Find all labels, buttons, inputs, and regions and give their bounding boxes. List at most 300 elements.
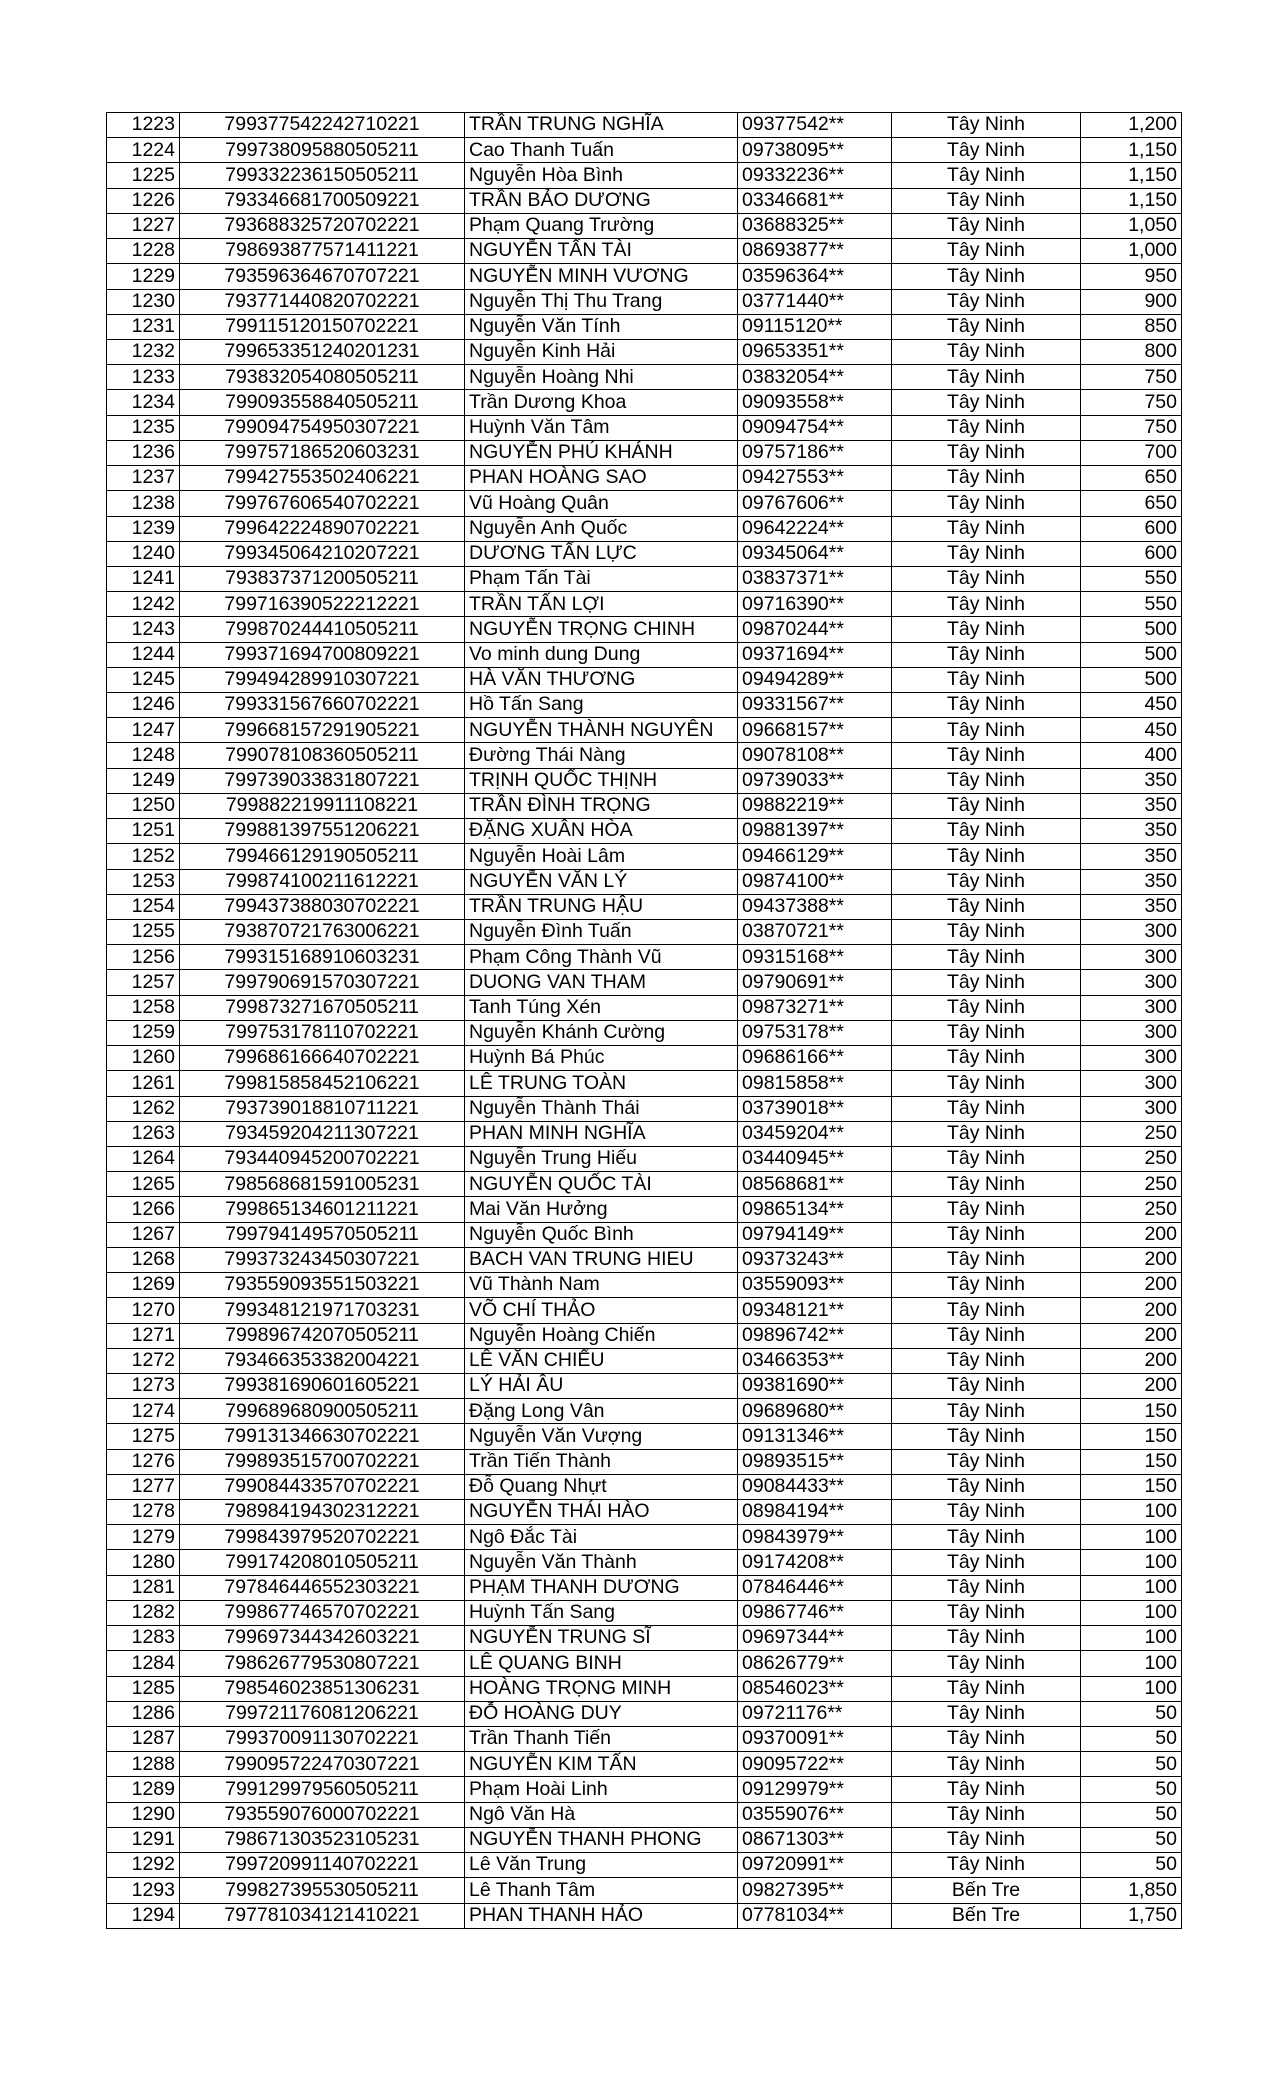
transaction-code-cell: 799827395530505211: [180, 1878, 465, 1903]
phone-number-cell: 09882219**: [738, 793, 892, 818]
phone-number-cell: 03346681**: [738, 188, 892, 213]
amount-cell: 50: [1081, 1802, 1182, 1827]
amount-cell: 1,750: [1081, 1903, 1182, 1928]
recipient-name-cell: HÀ VĂN THƯƠNG: [465, 667, 738, 692]
row-index-cell: 1291: [107, 1827, 180, 1852]
phone-number-cell: 09757186**: [738, 440, 892, 465]
row-index-cell: 1258: [107, 995, 180, 1020]
province-cell: Tây Ninh: [892, 113, 1081, 138]
phone-number-cell: 09381690**: [738, 1373, 892, 1398]
province-cell: Tây Ninh: [892, 1121, 1081, 1146]
phone-number-cell: 09815858**: [738, 1071, 892, 1096]
transaction-code-cell: 799494289910307221: [180, 667, 465, 692]
recipient-name-cell: Huỳnh Văn Tâm: [465, 415, 738, 440]
recipient-name-cell: Nguyễn Thành Thái: [465, 1096, 738, 1121]
transaction-code-cell: 799867746570702221: [180, 1600, 465, 1625]
table-row: [107, 1626, 1182, 1651]
transaction-code-cell: 793559076000702221: [180, 1802, 465, 1827]
row-index-cell: 1274: [107, 1399, 180, 1424]
row-index-cell: 1238: [107, 491, 180, 516]
recipient-name-cell: Nguyễn Trung Hiếu: [465, 1146, 738, 1171]
phone-number-cell: 09115120**: [738, 314, 892, 339]
row-index-cell: 1292: [107, 1853, 180, 1878]
amount-cell: 1,150: [1081, 163, 1182, 188]
table-row: [107, 1575, 1182, 1600]
province-cell: Tây Ninh: [892, 1247, 1081, 1272]
row-index-cell: 1269: [107, 1273, 180, 1298]
recipient-name-cell: NGUYỄN TRUNG SĨ: [465, 1626, 738, 1651]
province-cell: Tây Ninh: [892, 1197, 1081, 1222]
table-row: [107, 1500, 1182, 1525]
row-index-cell: 1242: [107, 592, 180, 617]
amount-cell: 350: [1081, 819, 1182, 844]
amount-cell: 250: [1081, 1197, 1182, 1222]
table-row: [107, 1222, 1182, 1247]
transaction-code-cell: 799753178110702221: [180, 1020, 465, 1045]
table-row: [107, 1071, 1182, 1096]
amount-cell: 100: [1081, 1651, 1182, 1676]
row-index-cell: 1279: [107, 1525, 180, 1550]
transaction-code-cell: 799642224890702221: [180, 516, 465, 541]
table-row: [107, 1373, 1182, 1398]
phone-number-cell: 08984194**: [738, 1500, 892, 1525]
phone-number-cell: 03440945**: [738, 1146, 892, 1171]
phone-number-cell: 09427553**: [738, 466, 892, 491]
amount-cell: 200: [1081, 1373, 1182, 1398]
table-row: [107, 1348, 1182, 1373]
row-index-cell: 1272: [107, 1348, 180, 1373]
province-cell: Tây Ninh: [892, 1146, 1081, 1171]
recipient-name-cell: Nguyễn Quốc Bình: [465, 1222, 738, 1247]
transaction-code-cell: 799739033831807221: [180, 768, 465, 793]
phone-number-cell: 09870244**: [738, 617, 892, 642]
row-index-cell: 1255: [107, 920, 180, 945]
transaction-code-cell: 798546023851306231: [180, 1676, 465, 1701]
transaction-code-cell: 799427553502406221: [180, 466, 465, 491]
province-cell: Tây Ninh: [892, 1424, 1081, 1449]
province-cell: Tây Ninh: [892, 1323, 1081, 1348]
recipient-name-cell: TRẦN TRUNG HẬU: [465, 894, 738, 919]
province-cell: Tây Ninh: [892, 718, 1081, 743]
row-index-cell: 1246: [107, 693, 180, 718]
province-cell: Bến Tre: [892, 1878, 1081, 1903]
province-cell: Tây Ninh: [892, 793, 1081, 818]
recipient-name-cell: Nguyễn Hoài Lâm: [465, 844, 738, 869]
recipient-name-cell: NGUYỄN TRỌNG CHINH: [465, 617, 738, 642]
amount-cell: 200: [1081, 1247, 1182, 1272]
province-cell: Tây Ninh: [892, 1525, 1081, 1550]
province-cell: Tây Ninh: [892, 995, 1081, 1020]
transaction-code-cell: 799874100211612221: [180, 869, 465, 894]
recipient-name-cell: NGUYỄN THÀNH NGUYÊN: [465, 718, 738, 743]
recipient-name-cell: PHAN MINH NGHĨA: [465, 1121, 738, 1146]
province-cell: Tây Ninh: [892, 1449, 1081, 1474]
table-row: [107, 188, 1182, 213]
recipient-name-cell: LÊ VĂN CHIỂU: [465, 1348, 738, 1373]
amount-cell: 300: [1081, 1020, 1182, 1045]
amount-cell: 800: [1081, 339, 1182, 364]
table-row: [107, 718, 1182, 743]
province-cell: Tây Ninh: [892, 1701, 1081, 1726]
row-index-cell: 1237: [107, 466, 180, 491]
amount-cell: 150: [1081, 1449, 1182, 1474]
recipient-name-cell: NGUYỄN PHÚ KHÁNH: [465, 440, 738, 465]
transaction-code-cell: 799767606540702221: [180, 491, 465, 516]
amount-cell: 350: [1081, 844, 1182, 869]
transaction-code-cell: 799668157291905221: [180, 718, 465, 743]
transaction-code-cell: 799865134601211221: [180, 1197, 465, 1222]
province-cell: Tây Ninh: [892, 1827, 1081, 1852]
transaction-code-cell: 799381690601605221: [180, 1373, 465, 1398]
amount-cell: 900: [1081, 289, 1182, 314]
amount-cell: 350: [1081, 869, 1182, 894]
province-cell: Tây Ninh: [892, 1727, 1081, 1752]
amount-cell: 50: [1081, 1853, 1182, 1878]
recipient-name-cell: NGUYỄN TẤN TÀI: [465, 239, 738, 264]
row-index-cell: 1229: [107, 264, 180, 289]
province-cell: Tây Ninh: [892, 768, 1081, 793]
table-row: [107, 1197, 1182, 1222]
recipient-name-cell: Nguyễn Hòa Bình: [465, 163, 738, 188]
row-index-cell: 1249: [107, 768, 180, 793]
row-index-cell: 1259: [107, 1020, 180, 1045]
phone-number-cell: 03832054**: [738, 365, 892, 390]
amount-cell: 550: [1081, 592, 1182, 617]
amount-cell: 200: [1081, 1273, 1182, 1298]
recipient-name-cell: ĐẶNG XUÂN HÒA: [465, 819, 738, 844]
phone-number-cell: 03559093**: [738, 1273, 892, 1298]
table-row: [107, 844, 1182, 869]
table-row: [107, 768, 1182, 793]
province-cell: Tây Ninh: [892, 1550, 1081, 1575]
transaction-code-cell: 799720991140702221: [180, 1853, 465, 1878]
table-row: [107, 970, 1182, 995]
table-row: [107, 995, 1182, 1020]
table-row: [107, 945, 1182, 970]
row-index-cell: 1273: [107, 1373, 180, 1398]
transaction-code-cell: 799094754950307221: [180, 415, 465, 440]
recipient-name-cell: DUONG VAN THAM: [465, 970, 738, 995]
table-row: [107, 491, 1182, 516]
table-row: [107, 1701, 1182, 1726]
recipient-name-cell: LÊ TRUNG TOÀN: [465, 1071, 738, 1096]
row-index-cell: 1240: [107, 541, 180, 566]
phone-number-cell: 08626779**: [738, 1651, 892, 1676]
recipient-name-cell: Tanh Túng Xén: [465, 995, 738, 1020]
amount-cell: 650: [1081, 466, 1182, 491]
phone-number-cell: 09131346**: [738, 1424, 892, 1449]
row-index-cell: 1262: [107, 1096, 180, 1121]
province-cell: Tây Ninh: [892, 1626, 1081, 1651]
province-cell: Tây Ninh: [892, 339, 1081, 364]
recipient-name-cell: TRẦN BẢO DƯƠNG: [465, 188, 738, 213]
amount-cell: 250: [1081, 1121, 1182, 1146]
phone-number-cell: 03870721**: [738, 920, 892, 945]
amount-cell: 650: [1081, 491, 1182, 516]
row-index-cell: 1294: [107, 1903, 180, 1928]
row-index-cell: 1265: [107, 1172, 180, 1197]
amount-cell: 550: [1081, 566, 1182, 591]
province-cell: Tây Ninh: [892, 970, 1081, 995]
table-row: [107, 466, 1182, 491]
recipient-name-cell: Nguyễn Thị Thu Trang: [465, 289, 738, 314]
transaction-code-cell: 798568681591005231: [180, 1172, 465, 1197]
transaction-code-cell: 793771440820702221: [180, 289, 465, 314]
transaction-code-cell: 799371694700809221: [180, 642, 465, 667]
transaction-code-cell: 799716390522212221: [180, 592, 465, 617]
transaction-code-cell: 799738095880505211: [180, 138, 465, 163]
table-row: [107, 793, 1182, 818]
transaction-code-cell: 799466129190505211: [180, 844, 465, 869]
transaction-code-cell: 799345064210207221: [180, 541, 465, 566]
amount-cell: 1,850: [1081, 1878, 1182, 1903]
amount-cell: 350: [1081, 894, 1182, 919]
recipient-name-cell: LÝ HẢI ÂU: [465, 1373, 738, 1398]
table-row: [107, 819, 1182, 844]
recipient-name-cell: Mai Văn Hưởng: [465, 1197, 738, 1222]
row-index-cell: 1248: [107, 743, 180, 768]
phone-number-cell: 09315168**: [738, 945, 892, 970]
province-cell: Tây Ninh: [892, 642, 1081, 667]
table-row: [107, 239, 1182, 264]
table-row: [107, 869, 1182, 894]
recipient-name-cell: Nguyễn Văn Tính: [465, 314, 738, 339]
table-row: [107, 1777, 1182, 1802]
transaction-code-cell: 799721176081206221: [180, 1701, 465, 1726]
province-cell: Tây Ninh: [892, 945, 1081, 970]
phone-number-cell: 03771440**: [738, 289, 892, 314]
phone-number-cell: 07781034**: [738, 1903, 892, 1928]
amount-cell: 100: [1081, 1600, 1182, 1625]
transaction-code-cell: 798626779530807221: [180, 1651, 465, 1676]
phone-number-cell: 09865134**: [738, 1197, 892, 1222]
row-index-cell: 1236: [107, 440, 180, 465]
table-row: [107, 592, 1182, 617]
province-cell: Tây Ninh: [892, 1399, 1081, 1424]
transaction-code-cell: 799095722470307221: [180, 1752, 465, 1777]
amount-cell: 50: [1081, 1752, 1182, 1777]
table-row: [107, 1827, 1182, 1852]
phone-number-cell: 09697344**: [738, 1626, 892, 1651]
phone-number-cell: 09084433**: [738, 1474, 892, 1499]
row-index-cell: 1263: [107, 1121, 180, 1146]
phone-number-cell: 09721176**: [738, 1701, 892, 1726]
recipient-name-cell: Đặng Long Vân: [465, 1399, 738, 1424]
row-index-cell: 1287: [107, 1727, 180, 1752]
province-cell: Tây Ninh: [892, 667, 1081, 692]
table-row: [107, 541, 1182, 566]
amount-cell: 50: [1081, 1701, 1182, 1726]
amount-cell: 100: [1081, 1525, 1182, 1550]
transaction-code-cell: 793739018810711221: [180, 1096, 465, 1121]
recipient-name-cell: Nguyễn Anh Quốc: [465, 516, 738, 541]
transaction-code-cell: 793459204211307221: [180, 1121, 465, 1146]
province-cell: Tây Ninh: [892, 1802, 1081, 1827]
table-row: [107, 1727, 1182, 1752]
recipient-name-cell: PHAN THANH HẢO: [465, 1903, 738, 1928]
province-cell: Tây Ninh: [892, 365, 1081, 390]
phone-number-cell: 09377542**: [738, 113, 892, 138]
transaction-code-cell: 799174208010505211: [180, 1550, 465, 1575]
province-cell: Tây Ninh: [892, 1071, 1081, 1096]
phone-number-cell: 09753178**: [738, 1020, 892, 1045]
row-index-cell: 1277: [107, 1474, 180, 1499]
table-row: [107, 894, 1182, 919]
province-cell: Tây Ninh: [892, 541, 1081, 566]
amount-cell: 200: [1081, 1323, 1182, 1348]
row-index-cell: 1247: [107, 718, 180, 743]
phone-number-cell: 09466129**: [738, 844, 892, 869]
transaction-code-cell: 799896742070505211: [180, 1323, 465, 1348]
amount-cell: 300: [1081, 1096, 1182, 1121]
amount-cell: 200: [1081, 1222, 1182, 1247]
amount-cell: 100: [1081, 1550, 1182, 1575]
recipient-name-cell: Cao Thanh Tuấn: [465, 138, 738, 163]
phone-number-cell: 09371694**: [738, 642, 892, 667]
amount-cell: 350: [1081, 768, 1182, 793]
phone-number-cell: 09874100**: [738, 869, 892, 894]
transaction-code-cell: 799790691570307221: [180, 970, 465, 995]
table-row: [107, 566, 1182, 591]
recipient-name-cell: DƯƠNG TẤN LỰC: [465, 541, 738, 566]
transaction-code-cell: 799653351240201231: [180, 339, 465, 364]
transaction-code-cell: 799093558840505211: [180, 390, 465, 415]
row-index-cell: 1252: [107, 844, 180, 869]
transaction-code-cell: 799882219911108221: [180, 793, 465, 818]
province-cell: Tây Ninh: [892, 138, 1081, 163]
row-index-cell: 1281: [107, 1575, 180, 1600]
row-index-cell: 1288: [107, 1752, 180, 1777]
row-index-cell: 1268: [107, 1247, 180, 1272]
recipient-name-cell: TRẦN TẤN LỢI: [465, 592, 738, 617]
row-index-cell: 1253: [107, 869, 180, 894]
phone-number-cell: 09345064**: [738, 541, 892, 566]
row-index-cell: 1257: [107, 970, 180, 995]
row-index-cell: 1224: [107, 138, 180, 163]
transaction-code-cell: 799373243450307221: [180, 1247, 465, 1272]
province-cell: Tây Ninh: [892, 239, 1081, 264]
recipient-name-cell: Trần Tiến Thành: [465, 1449, 738, 1474]
table-row: [107, 1424, 1182, 1449]
recipient-name-cell: Nguyễn Văn Thành: [465, 1550, 738, 1575]
province-cell: Tây Ninh: [892, 869, 1081, 894]
recipient-name-cell: TRẦN TRUNG NGHĨA: [465, 113, 738, 138]
recipient-name-cell: Phạm Công Thành Vũ: [465, 945, 738, 970]
recipient-name-cell: BACH VAN TRUNG HIEU: [465, 1247, 738, 1272]
table-row: [107, 1651, 1182, 1676]
row-index-cell: 1231: [107, 314, 180, 339]
amount-cell: 100: [1081, 1500, 1182, 1525]
transaction-code-cell: 799437388030702221: [180, 894, 465, 919]
province-cell: Tây Ninh: [892, 1676, 1081, 1701]
phone-number-cell: 09686166**: [738, 1046, 892, 1071]
phone-number-cell: 09093558**: [738, 390, 892, 415]
recipient-name-cell: Nguyễn Khánh Cường: [465, 1020, 738, 1045]
phone-number-cell: 09739033**: [738, 768, 892, 793]
row-index-cell: 1285: [107, 1676, 180, 1701]
table-row: [107, 1600, 1182, 1625]
amount-cell: 850: [1081, 314, 1182, 339]
amount-cell: 350: [1081, 793, 1182, 818]
table-row: [107, 1449, 1182, 1474]
phone-number-cell: 03559076**: [738, 1802, 892, 1827]
province-cell: Tây Ninh: [892, 491, 1081, 516]
amount-cell: 600: [1081, 541, 1182, 566]
amount-cell: 1,050: [1081, 213, 1182, 238]
recipient-name-cell: TRẦN ĐÌNH TRỌNG: [465, 793, 738, 818]
row-index-cell: 1267: [107, 1222, 180, 1247]
province-cell: Tây Ninh: [892, 289, 1081, 314]
amount-cell: 450: [1081, 718, 1182, 743]
row-index-cell: 1226: [107, 188, 180, 213]
recipient-name-cell: NGUYỄN VĂN LÝ: [465, 869, 738, 894]
province-cell: Tây Ninh: [892, 1600, 1081, 1625]
phone-number-cell: 08546023**: [738, 1676, 892, 1701]
transaction-code-cell: 793870721763006221: [180, 920, 465, 945]
table-row: [107, 1525, 1182, 1550]
province-cell: Tây Ninh: [892, 1752, 1081, 1777]
transaction-code-cell: 797781034121410221: [180, 1903, 465, 1928]
province-cell: Tây Ninh: [892, 1020, 1081, 1045]
amount-cell: 100: [1081, 1575, 1182, 1600]
table-row: [107, 1323, 1182, 1348]
transaction-code-cell: 793596364670707221: [180, 264, 465, 289]
phone-number-cell: 09873271**: [738, 995, 892, 1020]
amount-cell: 500: [1081, 667, 1182, 692]
phone-number-cell: 07846446**: [738, 1575, 892, 1600]
phone-number-cell: 09843979**: [738, 1525, 892, 1550]
recipient-name-cell: Nguyễn Hoàng Chiến: [465, 1323, 738, 1348]
amount-cell: 750: [1081, 390, 1182, 415]
transaction-code-cell: 799697344342603221: [180, 1626, 465, 1651]
table-row: [107, 1096, 1182, 1121]
phone-number-cell: 09738095**: [738, 138, 892, 163]
row-index-cell: 1280: [107, 1550, 180, 1575]
table-row: [107, 693, 1182, 718]
row-index-cell: 1230: [107, 289, 180, 314]
row-index-cell: 1250: [107, 793, 180, 818]
recipient-name-cell: Phạm Hoài Linh: [465, 1777, 738, 1802]
recipient-name-cell: Nguyễn Hoàng Nhi: [465, 365, 738, 390]
phone-number-cell: 09689680**: [738, 1399, 892, 1424]
phone-number-cell: 08693877**: [738, 239, 892, 264]
province-cell: Tây Ninh: [892, 1853, 1081, 1878]
table-row: [107, 138, 1182, 163]
table-row: [107, 1550, 1182, 1575]
recipient-name-cell: Phạm Tấn Tài: [465, 566, 738, 591]
table-row: [107, 213, 1182, 238]
province-cell: Tây Ninh: [892, 819, 1081, 844]
transaction-code-cell: 798671303523105231: [180, 1827, 465, 1852]
province-cell: Tây Ninh: [892, 1273, 1081, 1298]
transaction-code-cell: 799873271670505211: [180, 995, 465, 1020]
recipient-name-cell: Vũ Hoàng Quân: [465, 491, 738, 516]
phone-number-cell: 09790691**: [738, 970, 892, 995]
transaction-code-cell: 799078108360505211: [180, 743, 465, 768]
table-row: [107, 1121, 1182, 1146]
amount-cell: 250: [1081, 1146, 1182, 1171]
amount-cell: 50: [1081, 1727, 1182, 1752]
recipient-name-cell: PHAN HOÀNG SAO: [465, 466, 738, 491]
amount-cell: 150: [1081, 1424, 1182, 1449]
table-row: [107, 516, 1182, 541]
phone-number-cell: 09331567**: [738, 693, 892, 718]
recipient-name-cell: NGUYỄN KIM TẤN: [465, 1752, 738, 1777]
transaction-code-cell: 799331567660702221: [180, 693, 465, 718]
amount-cell: 300: [1081, 945, 1182, 970]
phone-number-cell: 09095722**: [738, 1752, 892, 1777]
recipient-name-cell: Huỳnh Tấn Sang: [465, 1600, 738, 1625]
